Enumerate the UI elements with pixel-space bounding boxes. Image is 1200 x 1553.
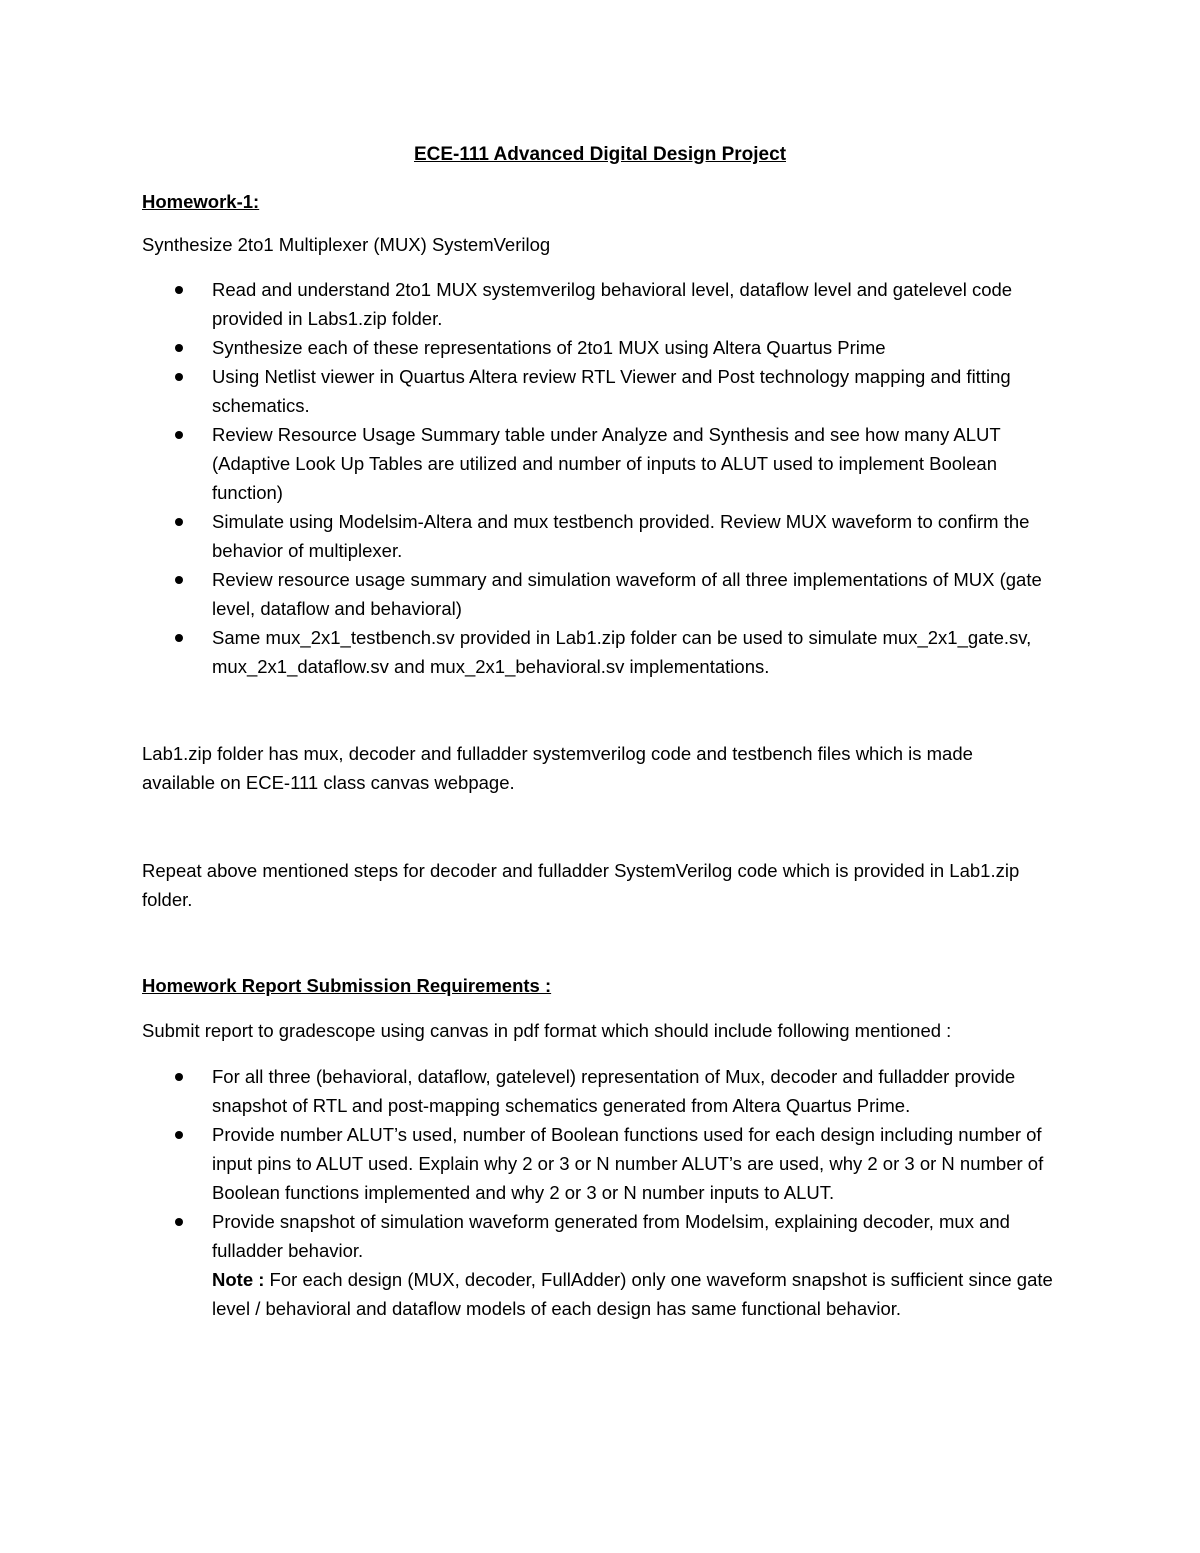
list-item: For all three (behavioral, dataflow, gatelevel) representation of Mux, decoder and fulladder provide snapshot of RTL and post-mapping schematics generated from Altera Quartus Prime.: [142, 1062, 1057, 1120]
list-item: Simulate using Modelsim-Altera and mux testbench provided. Review MUX waveform to confirm the behavior of multiplexer.: [142, 507, 1057, 565]
bullet-icon: [175, 576, 183, 584]
report-heading: Homework Report Submission Requirements :: [142, 975, 552, 996]
requirements-list: [142, 1062, 1057, 1323]
lab-folder-note: Lab1.zip folder has mux, decoder and fulladder systemverilog code and testbench files which is made available on ECE-111 class canvas webpage.: [142, 743, 973, 793]
page-title: ECE-111 Advanced Digital Design Project: [413, 144, 787, 165]
bullet-icon: [175, 1218, 183, 1226]
bullet-icon: [175, 344, 183, 352]
bullet-icon: [175, 518, 183, 526]
note: [212, 1265, 1057, 1323]
homework-heading: Homework-1:: [142, 191, 260, 212]
list-item: Read and understand 2to1 MUX systemverilog behavioral level, dataflow level and gatelevel code provided in Labs1.zip folder.: [142, 275, 1057, 333]
note-text: For each design (MUX, decoder, FullAdder) only one waveform snapshot is sufficient since gate level / behavioral and dataflow models of each design has same functional behavior.: [212, 1269, 1053, 1319]
repeat-note: Repeat above mentioned steps for decoder and fulladder SystemVerilog code which is provided in Lab1.zip folder.: [142, 860, 1020, 910]
intro-text: Synthesize 2to1 Multiplexer (MUX) SystemVerilog: [142, 234, 551, 255]
list-item: Provide snapshot of simulation waveform generated from Modelsim, explaining decoder, mux and fulladder behavior. Note : For each design (MUX, decoder, FullAdder) only one waveform snapshot is sufficient since gate level / behavioral and dataflow models of each design has same functional behavior.: [142, 1207, 1057, 1323]
report-intro: Submit report to gradescope using canvas in pdf format which should include following mentioned :: [142, 1020, 952, 1041]
bullet-icon: [175, 1073, 183, 1081]
note-label: Note :: [212, 1269, 265, 1290]
bullet-icon: [175, 373, 183, 381]
list-item: Review Resource Usage Summary table under Analyze and Synthesis and see how many ALUT (Adaptive Look Up Tables are utilized and number of inputs to ALUT used to implement Boolean function): [142, 420, 1057, 507]
steps-list: [142, 275, 1057, 681]
list-item: Synthesize each of these representations of 2to1 MUX using Altera Quartus Prime: [142, 333, 1057, 362]
bullet-icon: [175, 286, 183, 294]
list-item: Same mux_2x1_testbench.sv provided in Lab1.zip folder can be used to simulate mux_2x1_gate.sv, mux_2x1_dataflow.sv and mux_2x1_behavioral.sv implementations.: [142, 623, 1057, 681]
list-item: Review resource usage summary and simulation waveform of all three implementations of MUX (gate level, dataflow and behavioral): [142, 565, 1057, 623]
list-item: Using Netlist viewer in Quartus Altera review RTL Viewer and Post technology mapping and fitting schematics.: [142, 362, 1057, 420]
bullet-icon: [175, 1131, 183, 1139]
list-item: Provide number ALUT’s used, number of Boolean functions used for each design including number of input pins to ALUT used. Explain why 2 or 3 or N number ALUT’s are used, why 2 or 3 or N number of Boolean functions implemented and why 2 or 3 or N number inputs to ALUT.: [142, 1120, 1057, 1207]
bullet-icon: [175, 431, 183, 439]
bullet-icon: [175, 634, 183, 642]
